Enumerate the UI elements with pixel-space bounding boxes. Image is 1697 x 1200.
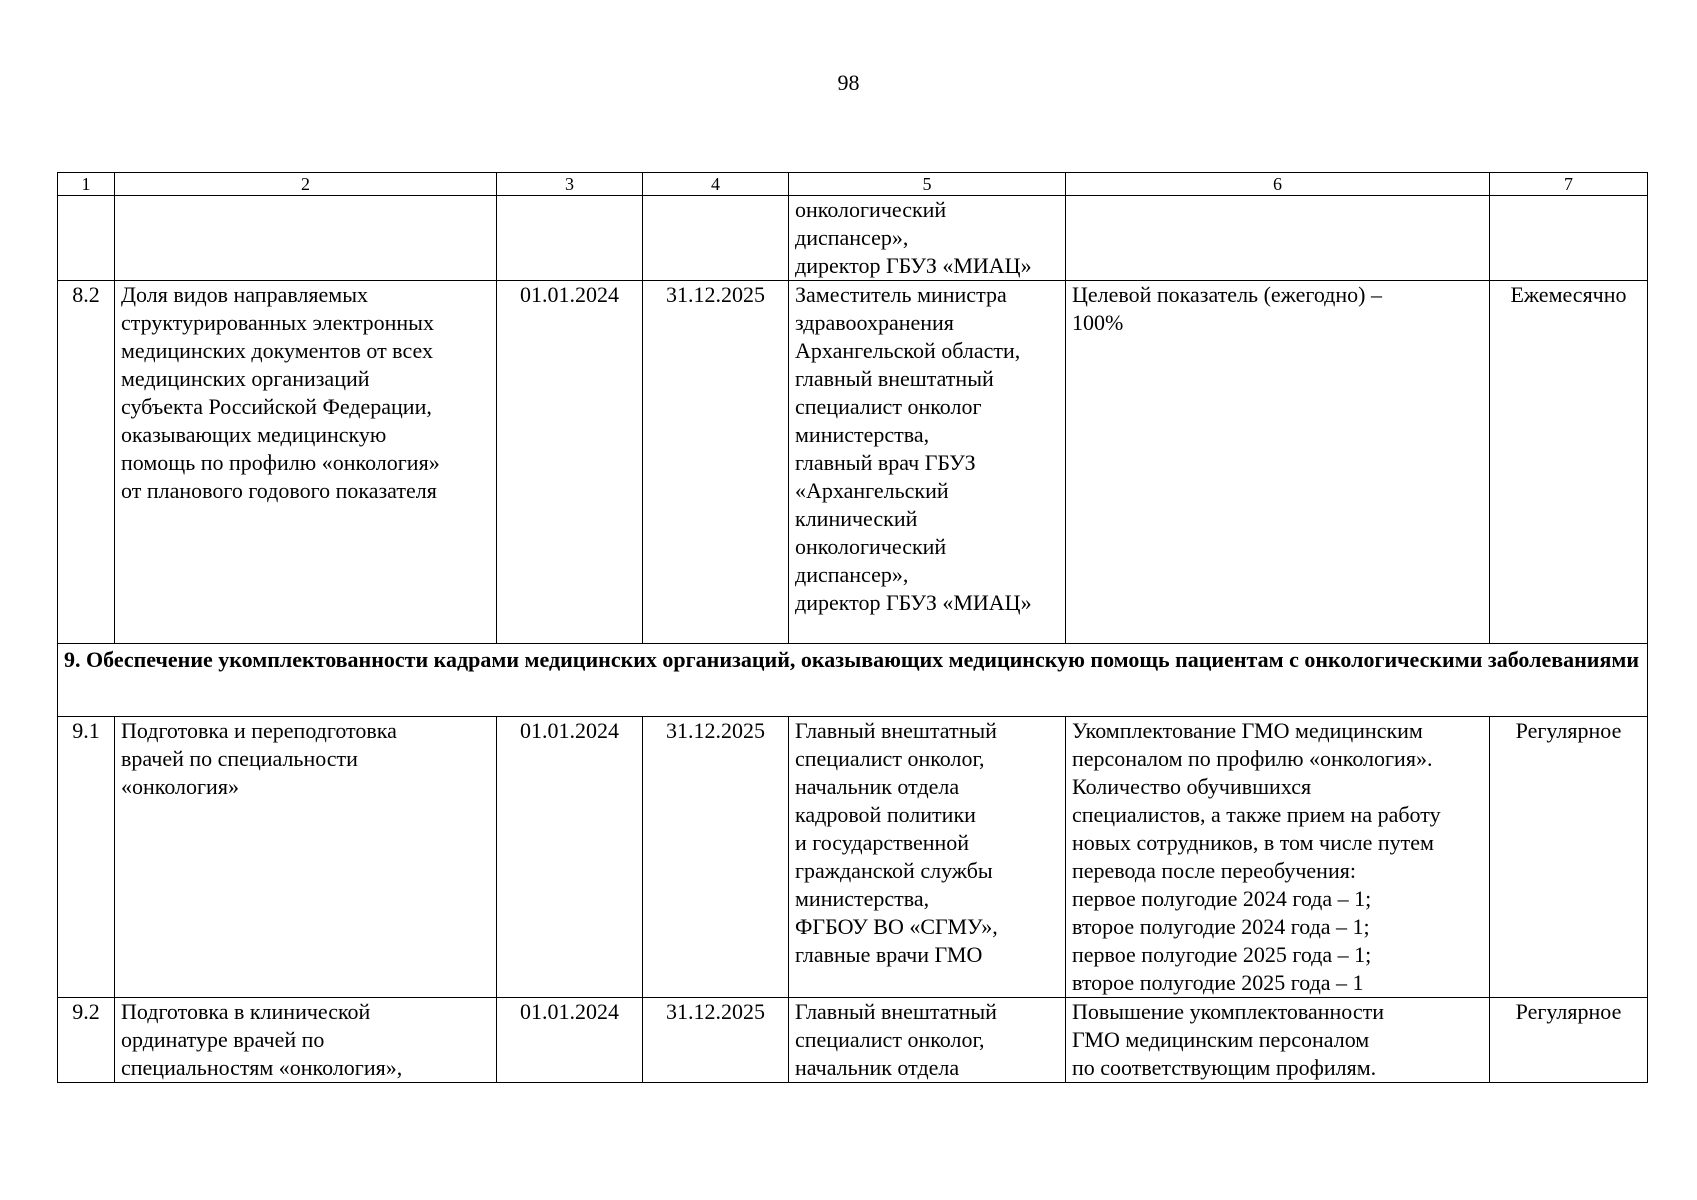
cell-responsible: Заместитель министра здравоохранения Архангельской области, главный внештатный специалист онколог министерства, главный врач ГБУЗ «Архангельский клинический онкологический диспансер», директор ГБУЗ «МИАЦ»: [789, 281, 1066, 644]
cell-responsible: Главный внештатный специалист онколог, начальник отдела: [789, 998, 1066, 1083]
table-row-continuation: [58, 196, 1648, 281]
cell-result: Повышение укомплектованности ГМО медицинским персоналом по соответствующим профилям.: [1066, 998, 1490, 1083]
cell-num: 9.1: [58, 717, 115, 998]
cell-num: 8.2: [58, 281, 115, 644]
cell-num: [58, 196, 115, 281]
cell-end-date: 31.12.2025: [643, 998, 789, 1083]
table-row-9-1: [58, 717, 1648, 998]
cell-name: Подготовка и переподготовка врачей по специальности «онкология»: [115, 717, 497, 998]
column-header-3: 3: [497, 173, 643, 196]
cell-num: 9.2: [58, 998, 115, 1083]
cell-periodicity: Ежемесячно: [1490, 281, 1648, 644]
cell-name: [115, 196, 497, 281]
column-header-row: [58, 173, 1648, 196]
cell-result: Укомплектование ГМО медицинским персоналом по профилю «онкология». Количество обучившихся специалистов, а также прием на работу новых сотрудников, в том числе путем перевода после переобучения: первое полугодие 2024 года – 1; второе полугодие 2024 года – 1; первое полугодие 2025 года – 1; второе полугодие 2025 года – 1: [1066, 717, 1490, 998]
cell-responsible: онкологический диспансер», директор ГБУЗ «МИАЦ»: [789, 196, 1066, 281]
cell-start-date: 01.01.2024: [497, 281, 643, 644]
column-header-7: 7: [1490, 173, 1648, 196]
cell-start-date: [497, 196, 643, 281]
page-number: 98: [837, 70, 860, 95]
cell-periodicity: [1490, 196, 1648, 281]
cell-result: [1066, 196, 1490, 281]
table-row-9-2: [58, 998, 1648, 1083]
column-header-5: 5: [789, 173, 1066, 196]
cell-end-date: 31.12.2025: [643, 281, 789, 644]
cell-end-date: 31.12.2025: [643, 717, 789, 998]
section-title: 9. Обеспечение укомплектованности кадрами медицинских организаций, оказывающих медицинскую помощь пациентам с онкологическими заболеваниями: [58, 644, 1648, 717]
column-header-1: 1: [58, 173, 115, 196]
cell-result: Целевой показатель (ежегодно) – 100%: [1066, 281, 1490, 644]
cell-name: Доля видов направляемых структурированных электронных медицинских документов от всех медицинских организаций субъекта Российской Федерации, оказывающих медицинскую помощь по профилю «онкология» от планового годового показателя: [115, 281, 497, 644]
column-header-6: 6: [1066, 173, 1490, 196]
cell-responsible: Главный внештатный специалист онколог, начальник отдела кадровой политики и государственной гражданской службы министерства, ФГБОУ ВО «СГМУ», главные врачи ГМО: [789, 717, 1066, 998]
table-row-8-2: [58, 281, 1648, 644]
section-row-9: [58, 644, 1648, 717]
cell-periodicity: Регулярное: [1490, 717, 1648, 998]
cell-name: Подготовка в клинической ординатуре врачей по специальностям «онкология»,: [115, 998, 497, 1083]
measures-table: [57, 172, 1648, 1083]
cell-start-date: 01.01.2024: [497, 717, 643, 998]
cell-start-date: 01.01.2024: [497, 998, 643, 1083]
cell-end-date: [643, 196, 789, 281]
column-header-2: 2: [115, 173, 497, 196]
cell-periodicity: Регулярное: [1490, 998, 1648, 1083]
column-header-4: 4: [643, 173, 789, 196]
